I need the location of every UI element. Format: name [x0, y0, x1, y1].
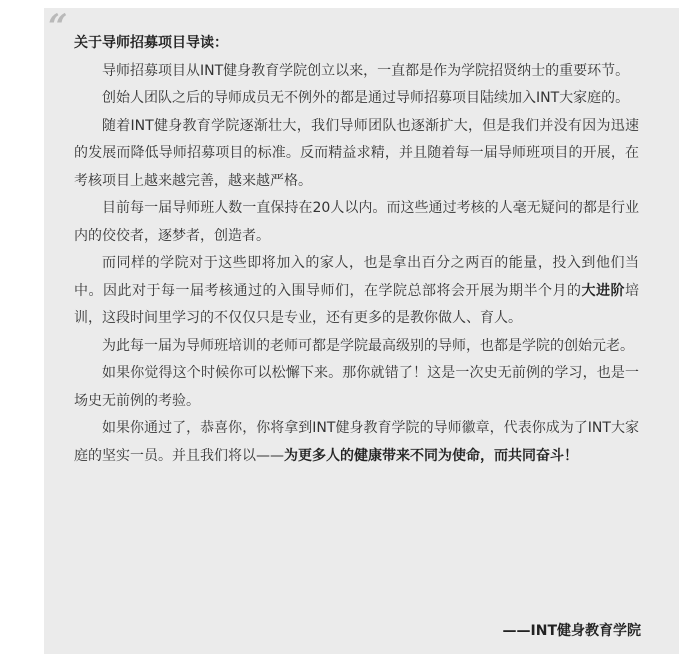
paragraph-5: [74, 250, 639, 333]
paragraph-8-text: 如果你通过了，恭喜你，你将拿到INT健身教育学院的导师徽章，代表你成为了INT大家庭的坚实一员。并且我们将以——: [74, 420, 639, 464]
paragraph-2: 创始人团队之后的导师成员无不例外的都是通过导师招募项目陆续加入INT大家庭的。: [102, 90, 630, 106]
quote-box: [44, 8, 679, 654]
paragraph-3: 随着INT健身教育学院逐渐壮大，我们导师团队也逐渐扩大，但是我们并没有因为迅速的发展而降低导师招募项目的标准。反而精益求精，并且随着每一届导师班项目的开展，在考核项目上越来越完善，越来越严格。: [74, 117, 639, 189]
paragraph-6: 为此每一届为导师班培训的老师可都是学院最高级别的导师，也都是学院的创始元老。: [102, 337, 634, 354]
paragraph-5-bold: 大进阶: [581, 282, 625, 299]
paragraph-8: [74, 415, 639, 470]
paragraph-7: 如果你觉得这个时候你可以松懈下来。那你就错了！这是一次史无前例的学习，也是一场史无前例的考验。: [74, 365, 639, 409]
article-body: [74, 30, 639, 470]
paragraph-4: 目前每一届导师班人数一直保持在20人以内。而这些通过考核的人毫无疑问的都是行业内的佼佼者，逐梦者，创造者。: [74, 200, 639, 244]
paragraph-5-text-b: 培训，这段时间里学习的不仅仅只是专业，还有更多的是教你做人、育人。: [74, 282, 639, 326]
paragraph-1: 导师招募项目从INT健身教育学院创立以来，一直都是作为学院招贤纳士的重要环节。: [102, 62, 630, 79]
left-double-quote-icon: “: [48, 7, 66, 47]
paragraph-5-text-a: 而同样的学院对于这些即将加入的家人，也是拿出百分之两百的能量，投入到他们当中。因此对于每一届考核通过的入围导师们，在学院总部将会开展为期半个月的: [74, 255, 639, 299]
signature: ——INT健身教育学院: [502, 623, 641, 639]
paragraph-8-bold: 为更多人的健康带来不同为使命，而共同奋斗！: [284, 447, 578, 464]
article-heading: 关于导师招募项目导读：: [74, 35, 228, 51]
